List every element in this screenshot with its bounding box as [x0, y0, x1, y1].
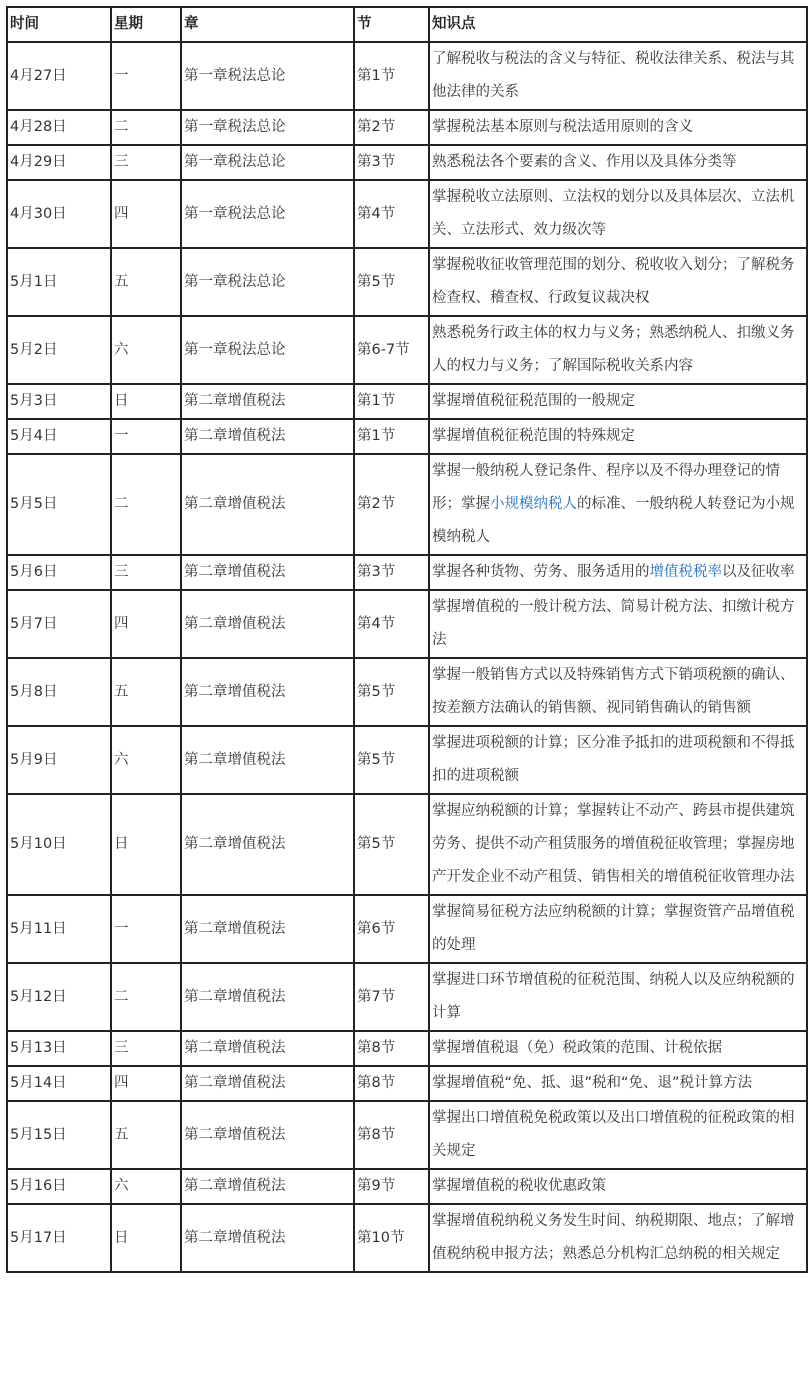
cell-knowledge: [429, 1169, 807, 1204]
knowledge-text: 掌握增值税退（免）税政策的范围、计税依据: [432, 1040, 722, 1056]
cell-weekday: 三: [111, 555, 181, 590]
cell-date: 5月2日: [7, 316, 111, 384]
cell-knowledge: [429, 42, 807, 110]
knowledge-text: 熟悉税法各个要素的含义、作用以及具体分类等: [432, 154, 737, 170]
table-row: [7, 963, 807, 1031]
table-row: [7, 316, 807, 384]
cell-weekday: 一: [111, 419, 181, 454]
cell-chapter: 第二章增值税法: [181, 1204, 354, 1272]
table-row: [7, 1101, 807, 1169]
table-row: [7, 895, 807, 963]
cell-chapter: 第一章税法总论: [181, 180, 354, 248]
knowledge-text: 掌握进口环节增值税的征税范围、纳税人以及应纳税额的计算: [432, 972, 795, 1021]
cell-date: 5月1日: [7, 248, 111, 316]
knowledge-text: 掌握增值税征税范围的特殊规定: [432, 428, 635, 444]
cell-chapter: 第二章增值税法: [181, 1169, 354, 1204]
cell-chapter: 第二章增值税法: [181, 963, 354, 1031]
cell-weekday: 三: [111, 145, 181, 180]
cell-knowledge: [429, 555, 807, 590]
knowledge-text: 了解税收与税法的含义与特征、税收法律关系、税法与其他法律的关系: [432, 51, 795, 100]
cell-knowledge: [429, 145, 807, 180]
cell-weekday: 六: [111, 726, 181, 794]
cell-weekday: 四: [111, 180, 181, 248]
cell-date: 5月12日: [7, 963, 111, 1031]
cell-knowledge: [429, 248, 807, 316]
cell-section: 第6-7节: [354, 316, 429, 384]
cell-section: 第3节: [354, 555, 429, 590]
knowledge-text: 掌握一般销售方式以及特殊销售方式下销项税额的确认、按差额方法确认的销售额、视同销售确认的销售额: [432, 667, 795, 716]
cell-knowledge: [429, 419, 807, 454]
cell-section: 第1节: [354, 384, 429, 419]
knowledge-text: 掌握应纳税额的计算；掌握转让不动产、跨县市提供建筑劳务、提供不动产租赁服务的增值税征收管理；掌握房地产开发企业不动产租赁、销售相关的增值税征收管理办法: [432, 803, 795, 885]
table-row: [7, 555, 807, 590]
header-weekday: 星期: [111, 7, 181, 42]
table-row: [7, 145, 807, 180]
cell-chapter: 第一章税法总论: [181, 145, 354, 180]
cell-chapter: 第一章税法总论: [181, 248, 354, 316]
cell-section: 第4节: [354, 180, 429, 248]
header-date: 时间: [7, 7, 111, 42]
cell-knowledge: [429, 454, 807, 555]
cell-chapter: 第二章增值税法: [181, 555, 354, 590]
cell-chapter: 第一章税法总论: [181, 42, 354, 110]
header-knowledge: 知识点: [429, 7, 807, 42]
knowledge-text: 掌握增值税的税收优惠政策: [432, 1178, 606, 1194]
cell-section: 第8节: [354, 1101, 429, 1169]
cell-section: 第9节: [354, 1169, 429, 1204]
knowledge-link[interactable]: 小规模纳税人: [490, 496, 577, 512]
knowledge-text-after: 的标准、一般纳税人转登记为小规模纳税人: [432, 496, 795, 545]
cell-section: 第6节: [354, 895, 429, 963]
table-row: [7, 726, 807, 794]
cell-chapter: 第二章增值税法: [181, 454, 354, 555]
cell-section: 第10节: [354, 1204, 429, 1272]
knowledge-text: 掌握一般纳税人登记条件、程序以及不得办理登记的情形；掌握: [432, 463, 780, 512]
cell-weekday: 四: [111, 590, 181, 658]
cell-chapter: 第二章增值税法: [181, 590, 354, 658]
cell-date: 5月7日: [7, 590, 111, 658]
cell-knowledge: [429, 1031, 807, 1066]
knowledge-text: 熟悉税务行政主体的权力与义务；熟悉纳税人、扣缴义务人的权力与义务；了解国际税收关系内容: [432, 325, 795, 374]
cell-section: 第1节: [354, 419, 429, 454]
cell-chapter: 第二章增值税法: [181, 1101, 354, 1169]
cell-section: 第2节: [354, 110, 429, 145]
knowledge-text: 掌握各种货物、劳务、服务适用的: [432, 564, 650, 580]
cell-section: 第8节: [354, 1031, 429, 1066]
cell-section: 第8节: [354, 1066, 429, 1101]
cell-section: 第2节: [354, 454, 429, 555]
cell-section: 第7节: [354, 963, 429, 1031]
cell-chapter: 第二章增值税法: [181, 794, 354, 895]
table-row: [7, 794, 807, 895]
table-row: [7, 1066, 807, 1101]
cell-date: 5月16日: [7, 1169, 111, 1204]
cell-weekday: 日: [111, 384, 181, 419]
cell-section: 第5节: [354, 248, 429, 316]
cell-date: 5月5日: [7, 454, 111, 555]
cell-knowledge: [429, 1204, 807, 1272]
knowledge-text: 掌握增值税“免、抵、退”税和“免、退”税计算方法: [432, 1075, 753, 1091]
knowledge-text: 掌握税收立法原则、立法权的划分以及具体层次、立法机关、立法形式、效力级次等: [432, 189, 795, 238]
cell-knowledge: [429, 895, 807, 963]
table-row: [7, 1169, 807, 1204]
table-row: [7, 384, 807, 419]
cell-weekday: 二: [111, 454, 181, 555]
cell-date: 5月17日: [7, 1204, 111, 1272]
table-row: [7, 419, 807, 454]
knowledge-text: 掌握增值税的一般计税方法、简易计税方法、扣缴计税方法: [432, 599, 795, 648]
cell-knowledge: [429, 316, 807, 384]
cell-date: 4月29日: [7, 145, 111, 180]
cell-chapter: 第二章增值税法: [181, 1066, 354, 1101]
cell-knowledge: [429, 110, 807, 145]
knowledge-link[interactable]: 增值税税率: [649, 564, 722, 580]
cell-chapter: 第二章增值税法: [181, 726, 354, 794]
cell-date: 5月14日: [7, 1066, 111, 1101]
cell-weekday: 一: [111, 895, 181, 963]
table-row: [7, 658, 807, 726]
cell-date: 4月30日: [7, 180, 111, 248]
cell-knowledge: [429, 658, 807, 726]
cell-weekday: 五: [111, 1101, 181, 1169]
cell-weekday: 二: [111, 963, 181, 1031]
cell-date: 5月9日: [7, 726, 111, 794]
table-row: [7, 1204, 807, 1272]
cell-chapter: 第二章增值税法: [181, 384, 354, 419]
table-row: [7, 454, 807, 555]
cell-weekday: 一: [111, 42, 181, 110]
cell-weekday: 五: [111, 248, 181, 316]
cell-chapter: 第一章税法总论: [181, 110, 354, 145]
cell-section: 第4节: [354, 590, 429, 658]
header-section: 节: [354, 7, 429, 42]
cell-knowledge: [429, 963, 807, 1031]
table-row: [7, 42, 807, 110]
knowledge-text: 掌握增值税纳税义务发生时间、纳税期限、地点；了解增值税纳税申报方法；熟悉总分机构汇总纳税的相关规定: [432, 1213, 795, 1262]
cell-knowledge: [429, 794, 807, 895]
cell-date: 5月3日: [7, 384, 111, 419]
table-row: [7, 590, 807, 658]
table-row: [7, 248, 807, 316]
cell-weekday: 三: [111, 1031, 181, 1066]
cell-weekday: 六: [111, 316, 181, 384]
study-schedule-table: [6, 6, 808, 1273]
cell-chapter: 第二章增值税法: [181, 419, 354, 454]
cell-section: 第5节: [354, 658, 429, 726]
cell-date: 4月28日: [7, 110, 111, 145]
table-row: [7, 180, 807, 248]
cell-weekday: 四: [111, 1066, 181, 1101]
knowledge-text-after: 以及征收率: [722, 564, 795, 580]
knowledge-text: 掌握税法基本原则与税法适用原则的含义: [432, 119, 693, 135]
cell-weekday: 六: [111, 1169, 181, 1204]
cell-date: 5月8日: [7, 658, 111, 726]
header-row: [7, 7, 807, 42]
cell-chapter: 第一章税法总论: [181, 316, 354, 384]
cell-knowledge: [429, 726, 807, 794]
knowledge-text: 掌握出口增值税免税政策以及出口增值税的征税政策的相关规定: [432, 1110, 795, 1159]
cell-date: 5月6日: [7, 555, 111, 590]
table-row: [7, 110, 807, 145]
knowledge-text: 掌握税收征收管理范围的划分、税收收入划分；了解税务检查权、稽查权、行政复议裁决权: [432, 257, 795, 306]
cell-weekday: 二: [111, 110, 181, 145]
header-chapter: 章: [181, 7, 354, 42]
knowledge-text: 掌握增值税征税范围的一般规定: [432, 393, 635, 409]
cell-date: 5月13日: [7, 1031, 111, 1066]
cell-knowledge: [429, 180, 807, 248]
cell-date: 4月27日: [7, 42, 111, 110]
cell-date: 5月4日: [7, 419, 111, 454]
table-row: [7, 1031, 807, 1066]
cell-date: 5月11日: [7, 895, 111, 963]
cell-section: 第1节: [354, 42, 429, 110]
cell-section: 第3节: [354, 145, 429, 180]
cell-weekday: 日: [111, 1204, 181, 1272]
cell-section: 第5节: [354, 794, 429, 895]
cell-section: 第5节: [354, 726, 429, 794]
cell-chapter: 第二章增值税法: [181, 1031, 354, 1066]
cell-knowledge: [429, 1101, 807, 1169]
cell-weekday: 五: [111, 658, 181, 726]
cell-knowledge: [429, 590, 807, 658]
knowledge-text: 掌握进项税额的计算；区分准予抵扣的进项税额和不得抵扣的进项税额: [432, 735, 795, 784]
cell-weekday: 日: [111, 794, 181, 895]
cell-chapter: 第二章增值税法: [181, 895, 354, 963]
cell-knowledge: [429, 1066, 807, 1101]
cell-chapter: 第二章增值税法: [181, 658, 354, 726]
cell-knowledge: [429, 384, 807, 419]
knowledge-text: 掌握简易征税方法应纳税额的计算；掌握资管产品增值税的处理: [432, 904, 795, 953]
cell-date: 5月10日: [7, 794, 111, 895]
cell-date: 5月15日: [7, 1101, 111, 1169]
